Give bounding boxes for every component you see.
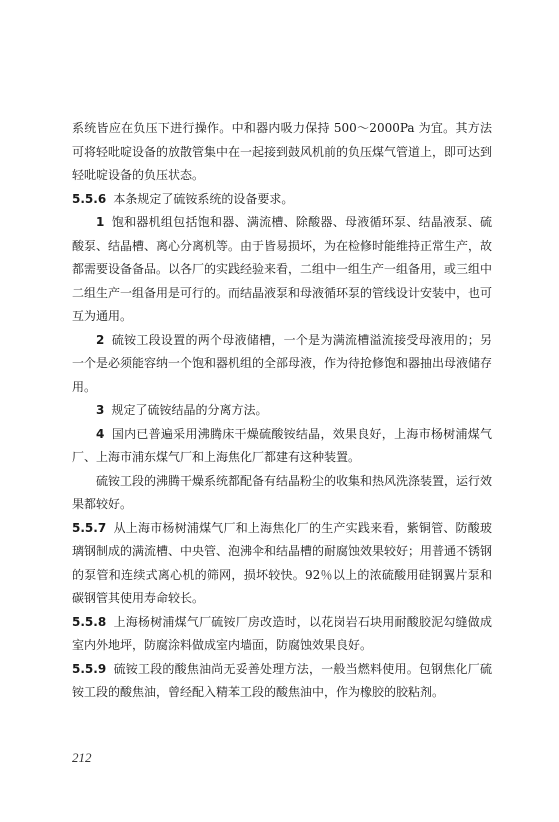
page-number: 212 (72, 750, 92, 765)
clause-text: 从上海市杨树浦煤气厂和上海焦化厂的生产实践来看，紫铜管、防酸玻璃钢制成的满流槽、中央管、泡沸伞和结晶槽的耐腐蚀效果较好；用普通不锈钢的泵管和连续式离心机的筛网，损坏较快。92％以上的浓硫酸用硅钢翼片泵和碳钢管其使用寿命较长。 (72, 520, 493, 605)
clause-number: 5.5.8 (72, 614, 107, 629)
item-number: 2 (96, 332, 105, 347)
item-number: 3 (96, 403, 105, 417)
paragraph-text: 系统皆应在负压下进行操作。中和器内吸力保持 500～2000Pa 为宜。其方法可将轻吡啶设备的放散管集中在一起接到鼓风机前的负压煤气管道上，即可达到轻吡啶设备的负压状态。 (72, 121, 493, 182)
item-text: 国内已普遍采用沸腾床干燥硫酸铵结晶，效果良好，上海市杨树浦煤气厂、上海市浦东煤气厂和上海焦化厂都建有这种装置。 (72, 426, 492, 464)
clause-item-1 (72, 211, 492, 329)
clause-item-2 (72, 329, 492, 400)
clause-text: 硫铵工段的酸焦油尚无妥善处理方法，一般当燃料使用。包钢焦化厂硫铵工段的酸焦油，曾经配入精苯工段的酸焦油中，作为橡胶的胶粘剂。 (72, 661, 492, 699)
clause-number: 5.5.7 (72, 520, 107, 535)
paragraph-drying-system (72, 470, 492, 517)
clause-item-3 (72, 399, 492, 423)
paragraph-continuation (72, 117, 492, 188)
document-body (72, 117, 492, 705)
clause-number: 5.5.9 (72, 661, 107, 676)
clause-text: 本条规定了硫铵系统的设备要求。 (113, 191, 294, 206)
item-text: 饱和器机组包括饱和器、满流槽、除酸器、母液循环泵、结晶液泵、硫酸泵、结晶槽、离心分离机等。由于皆易损坏，为在检修时能维持正常生产，故都需要设备备品。以各厂的实践经验来看，二组中一组生产一组备用，或三组中二组生产一组备用是可行的。而结晶液泵和母液循环泵的管线设计安装中，也可互为通用。 (72, 215, 493, 323)
clause-5-5-7 (72, 517, 492, 611)
item-text: 规定了硫铵结晶的分离方法。 (111, 403, 268, 417)
item-text: 硫铵工段设置的两个母液储槽，一个是为满流槽溢流接受母液用的；另一个是必须能容纳一个饱和器机组的全部母液，作为待抢修饱和器抽出母液储存用。 (72, 332, 493, 394)
item-number: 1 (96, 215, 105, 229)
clause-5-5-9 (72, 658, 492, 705)
clause-text: 上海杨树浦煤气厂硫铵厂房改造时，以花岗岩石块用耐酸胶泥勾缝做成室内外地坪，防腐涂料做成室内墙面，防腐蚀效果良好。 (72, 614, 492, 652)
clause-5-5-6 (72, 188, 492, 212)
paragraph-text: 硫铵工段的沸腾干燥系统都配备有结晶粉尘的收集和热风洗涤装置，运行效果都较好。 (72, 473, 493, 511)
clause-5-5-8 (72, 611, 492, 658)
clause-item-4 (72, 423, 492, 470)
item-number: 4 (96, 426, 105, 441)
clause-number: 5.5.6 (72, 191, 107, 206)
